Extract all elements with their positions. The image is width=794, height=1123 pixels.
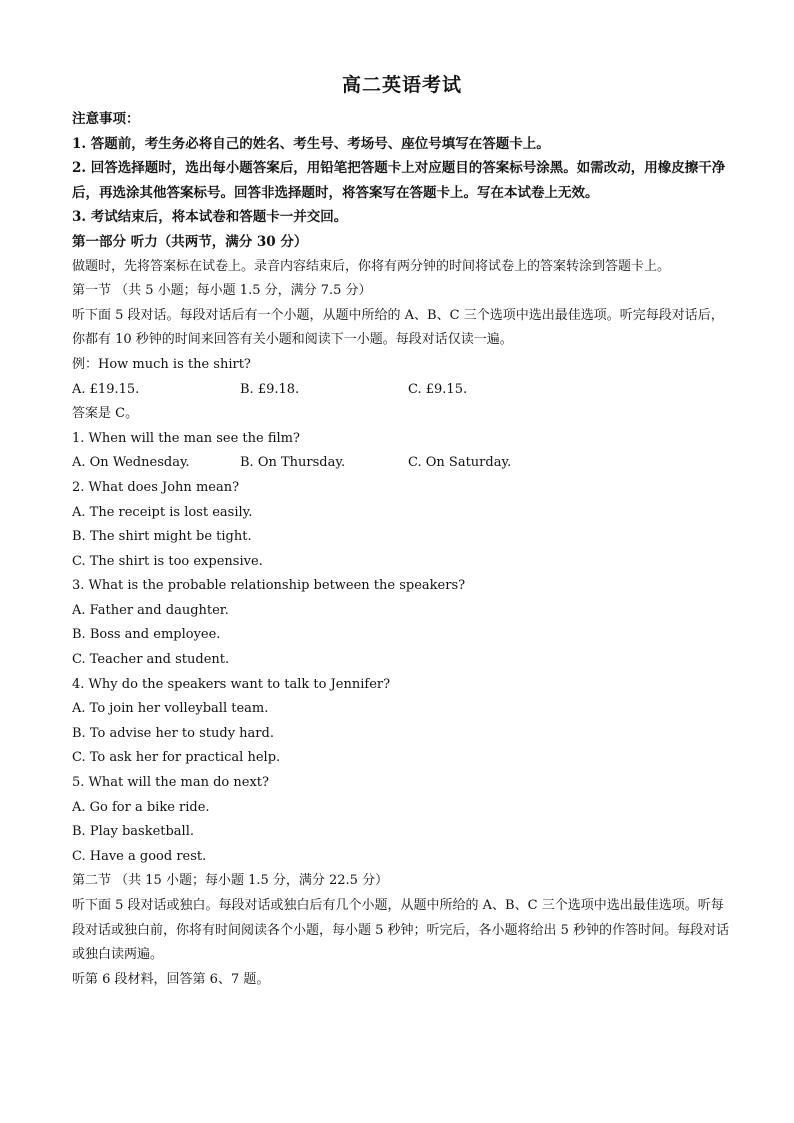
question-1-options	[72, 451, 732, 476]
q4-option-a: A. To join her volleyball team.	[72, 701, 269, 717]
example-question: 例：How much is the shirt?	[72, 356, 251, 372]
notice-heading: 注意事项：	[72, 111, 140, 127]
notice-item-3: 3. 考试结束后，将本试卷和答题卡一并交回。	[72, 209, 348, 226]
q5-option-a: A. Go for a bike ride.	[72, 799, 210, 815]
page-title: 高二英语考试	[341, 74, 462, 96]
q3-option-c: C. Teacher and student.	[72, 652, 230, 668]
question-3: 3. What is the probable relationship between the speakers?	[72, 578, 466, 594]
q5-option-b: B. Play basketball.	[72, 824, 195, 840]
question-1: 1. When will the man see the film?	[72, 430, 300, 446]
example-option-b: B. £9.18.	[240, 381, 300, 397]
q2-option-a: A. The receipt is lost easily.	[72, 504, 253, 520]
q3-option-b: B. Boss and employee.	[72, 627, 221, 643]
example-answer: 答案是 C。	[72, 406, 139, 422]
example-option-c: C. £9.15.	[408, 381, 468, 397]
section1-instructions: 听下面 5 段对话。每段对话后有一个小题，从题中所给的 A、B、C 三个选项中选出最佳选项。听完每段对话后，你都有 10 秒钟的时间来回答有关小题和阅读下一小题。每段对话仅读一遍。	[72, 307, 724, 348]
q2-option-c: C. The shirt is too expensive.	[72, 553, 263, 569]
notice-item-2: 2. 回答选择题时，选出每小题答案后，用铅笔把答题卡上对应题目的答案标号涂黑。如需改动，用橡皮擦干净后，再选涂其他答案标号。回答非选择题时，将答案写在答题卡上。写在本试卷上无效。	[72, 160, 726, 201]
exam-page	[72, 70, 732, 992]
q4-option-b: B. To advise her to study hard.	[72, 725, 274, 741]
q1-option-a: A. On Wednesday.	[72, 455, 190, 471]
q1-option-c: C. On Saturday.	[408, 455, 512, 471]
q2-option-b: B. The shirt might be tight.	[72, 529, 252, 545]
section2-heading: 第二节 （共 15 小题；每小题 1.5 分，满分 22.5 分）	[72, 873, 389, 889]
q4-option-c: C. To ask her for practical help.	[72, 750, 281, 766]
section1-heading: 第一节 （共 5 小题；每小题 1.5 分，满分 7.5 分）	[72, 283, 372, 299]
question-2: 2. What does John mean?	[72, 479, 240, 495]
q3-option-a: A. Father and daughter.	[72, 602, 229, 618]
example-option-a: A. £19.15.	[72, 381, 140, 397]
q5-option-c: C. Have a good rest.	[72, 848, 207, 864]
q1-option-b: B. On Thursday.	[240, 455, 346, 471]
part1-heading: 第一部分 听力（共两节，满分 30 分）	[72, 233, 308, 250]
section2-material: 听第 6 段材料，回答第 6、7 题。	[72, 971, 270, 987]
section2-instructions: 听下面 5 段对话或独白。每段对话或独白后有几个小题，从题中所给的 A、B、C 三个选项中选出最佳选项。听每段对话或独白前，你将有时间阅读各个小题，每小题 5 秒钟；听完后，各小题将给出 5 秒钟的作答时间。每段对话或独白读两遍。	[72, 898, 730, 963]
question-5: 5. What will the man do next?	[72, 775, 269, 791]
question-4: 4. Why do the speakers want to talk to Jennifer?	[72, 676, 391, 692]
example-options	[72, 378, 732, 403]
notice-item-1: 1. 答题前，考生务必将自己的姓名、考生号、考场号、座位号填写在答题卡上。	[72, 135, 550, 152]
part1-intro: 做题时，先将答案标在试卷上。录音内容结束后，你将有两分钟的时间将试卷上的答案转涂到答题卡上。	[72, 258, 671, 274]
